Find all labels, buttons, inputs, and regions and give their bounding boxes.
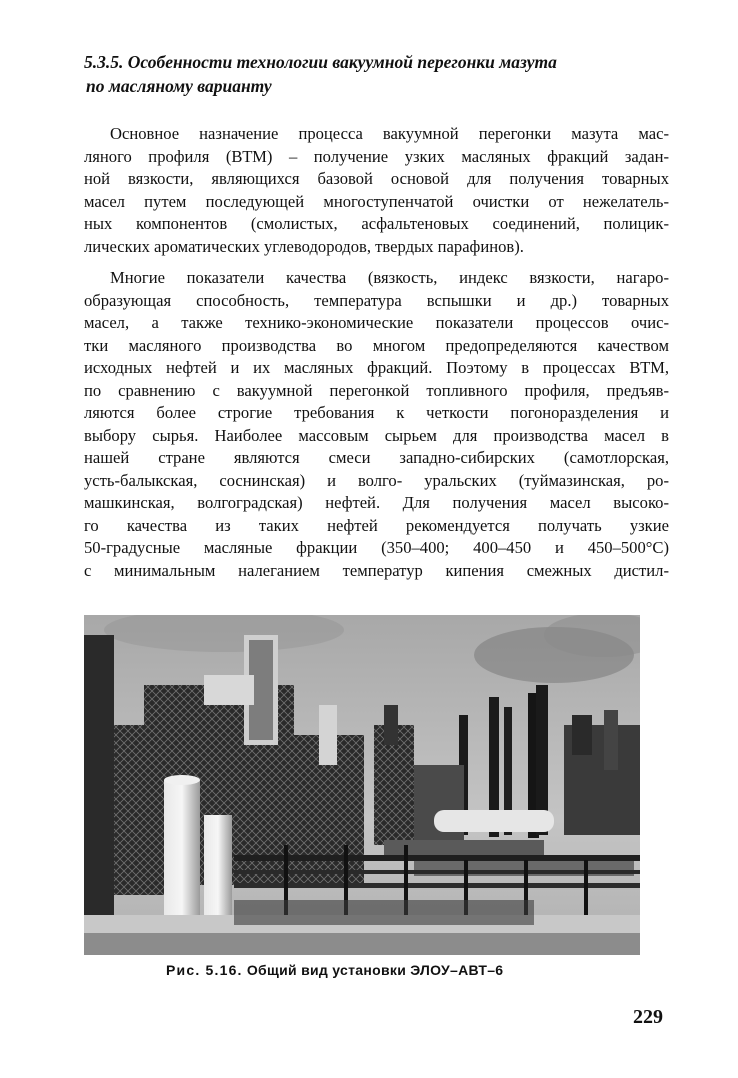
text-line: машкинская, волгоградская) нефтей. Для получения масел высоко- — [84, 493, 669, 512]
section-heading — [84, 50, 684, 98]
text-line: образующая способность, температура вспышки и др.) товарных — [84, 290, 669, 310]
text-line: тки масляного производства во многом предопределяются качеством — [84, 335, 669, 355]
text-line: го качества из таких нефтей рекомендуется получать узкие — [84, 515, 669, 535]
text-line: Многие показатели качества (вязкость, индекс вязкости, нагаро- — [110, 268, 669, 287]
text-line: нашей стране являются смеси западно-сибирских (самотлорская, — [84, 448, 669, 467]
text-line: с минимальным налеганием температур кипения смежных дистил- — [84, 560, 669, 580]
paragraph-2 — [84, 267, 669, 582]
figure-caption — [166, 962, 566, 978]
text-line: усть-балыкская, соснинская) и волго- уральских (туймазинская, ро- — [84, 470, 669, 490]
text-line: Основное назначение процесса вакуумной перегонки мазута мас- — [110, 124, 669, 143]
text-line: ляного профиля (ВТМ) – получение узких масляных фракций задан- — [84, 146, 669, 166]
text-line: ляются более строгие требования к четкости погоноразделения и — [84, 403, 669, 422]
page-number: 229 — [633, 1006, 663, 1028]
text-line: ных компонентов (смолистых, асфальтеновых соединений, полицик- — [84, 214, 669, 233]
text-line: масел путем последующей многоступенчатой очистки от нежелатель- — [84, 191, 669, 211]
section-heading-line: по масляному варианту — [86, 76, 272, 96]
text-line: 50-градусные масляные фракции (350–400; 400–450 и 450–500°С) — [84, 538, 669, 557]
refinery-illustration — [84, 615, 640, 955]
text-line: исходных нефтей и их масляных фракций. Поэтому в процессах ВТМ, — [84, 358, 669, 377]
text-line: по сравнению с вакуумной перегонкой топливного профиля, предъяв- — [84, 380, 669, 400]
text-line: лических ароматических углеводородов, твердых парафинов). — [84, 236, 524, 256]
text-line: ной вязкости, являющихся базовой основой для получения товарных — [84, 169, 669, 188]
section-heading-line: 5.3.5. Особенности технологии вакуумной перегонки мазута — [84, 52, 557, 72]
paragraph-1 — [84, 123, 669, 258]
text-line: масел, а также технико-экономические показатели процессов очис- — [84, 313, 669, 332]
figure-caption-label: Рис. 5.16. — [166, 962, 243, 978]
text-line: выбору сырья. Наиболее массовым сырьем для производства масел в — [84, 425, 669, 445]
figure-caption-text: Общий вид установки ЭЛОУ–АВТ–6 — [246, 962, 504, 978]
refinery-photo — [84, 615, 640, 955]
